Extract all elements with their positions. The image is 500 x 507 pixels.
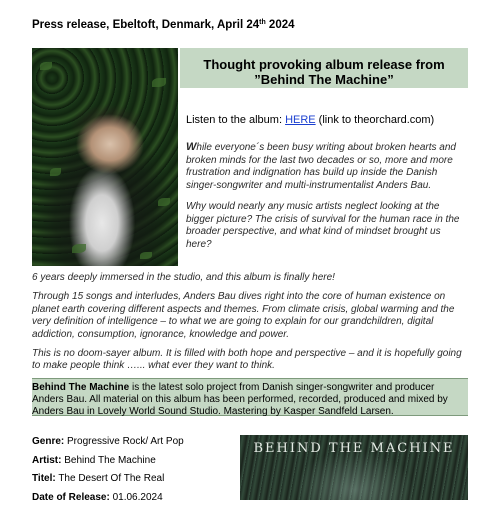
meta-release-date [32,489,184,507]
photo-leaf [140,252,152,259]
dateline-ordinal: th [259,19,266,26]
photo-leaf [158,198,170,206]
meta-artist-label: Artist: [32,455,61,466]
intro-paragraph-1 [186,141,468,192]
headline-line-2: ”Behind The Machine” [180,72,468,87]
project-info-box [32,378,468,416]
headline-line-1: Thought provoking album release from [180,57,468,72]
project-name: Behind The Machine [32,382,129,393]
dateline-text: Press release, Ebeltoft, Denmark, April 24 [32,19,259,31]
photo-leaf [72,244,86,253]
artist-photo [32,48,178,266]
meta-title [32,470,184,489]
photo-leaf [50,168,61,176]
meta-genre-value: Progressive Rock/ Art Pop [64,436,184,447]
album-link[interactable]: HERE [285,114,316,126]
meta-genre-label: Genre: [32,436,64,447]
intro-dropcap: W [186,141,196,153]
dateline [32,19,295,31]
meta-release-date-label: Date of Release: [32,492,110,503]
body-paragraph-2: Through 15 songs and interludes, Anders Bau dives right into the core of human existence on planet earth covering different aspects and themes. From climate crisis, global warming and the very definition of intelligence – to what we are going to explain for our grandchildren, digital addiction, consumption, ignorance, knowledge and power. [32,291,472,341]
meta-artist-value: Behind The Machine [61,455,155,466]
dateline-year: 2024 [266,19,295,31]
body-paragraph-1: 6 years deeply immersed in the studio, and this album is finally here! [32,272,472,284]
intro-paragraph-2: Why would nearly any music artists neglect looking at the bigger picture? The crisis of survival for the human race in the broader perspective, and what kind of mindset brought us here? [186,201,468,251]
listen-line [186,114,434,126]
body-text [32,272,472,380]
body-paragraph-3: This is no doom-sayer album. It is filled with both hope and perspective – and it is hopefully going to make people think …... what ever they want to think. [32,348,472,373]
meta-genre [32,433,184,452]
photo-leaf [40,62,52,70]
meta-title-value: The Desert Of The Real [56,473,165,484]
album-cover [240,435,468,500]
intro-text [186,141,468,260]
photo-leaf [152,78,166,87]
intro-paragraph-1-text: hile everyone´s been busy writing about broken hearts and broken minds for the last two decades or so, more and more frustration and indignation has build up inside the Danish singer-songwriter and multi-instrumentalist Anders Bau. [186,142,456,191]
project-description: is the latest solo project from Danish singer-songwriter and producer Anders Bau. All material on this album has been performed, recorded, produced and mixed by Anders Bau in Lovely World Sound Studio. Mastering by Kasper Sandfeld Larsen. [32,382,448,417]
meta-release-date-value: 01.06.2024 [110,492,163,503]
headline-banner [180,48,468,88]
listen-suffix: (link to theorchard.com) [316,114,435,126]
meta-title-label: Titel: [32,473,56,484]
album-cover-title: BEHIND THE MACHINE [240,441,468,456]
release-metadata [32,433,184,507]
listen-prefix: Listen to the album: [186,114,285,126]
meta-artist [32,452,184,471]
